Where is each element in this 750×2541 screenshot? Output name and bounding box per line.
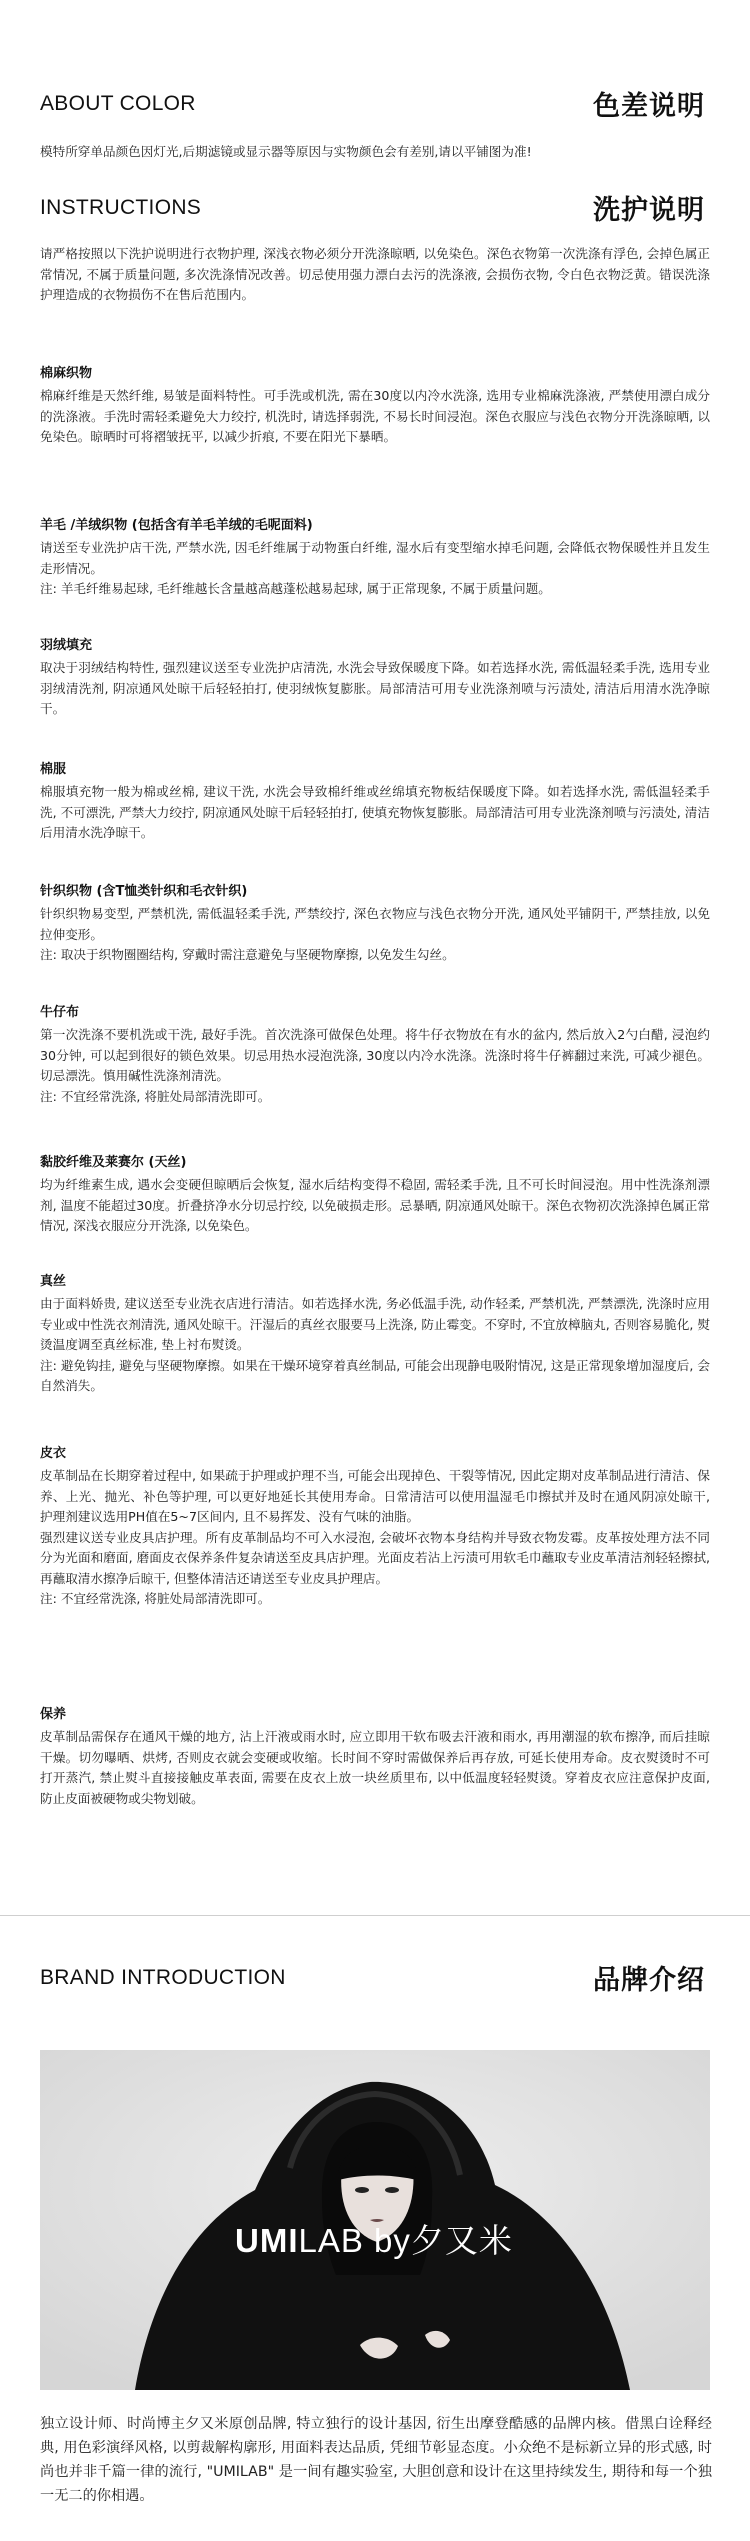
about-color-header bbox=[40, 84, 705, 123]
care-section-body: 皮革制品需保存在通风干燥的地方, 沾上汗液或雨水时, 应立即用干软布吸去汗液和雨水, 再用潮湿的软布擦净, 而后挂晾干燥。切勿曝晒、烘烤, 否则皮衣就会变硬或收缩。长时间不穿时需做保养后再存放, 可延长使用寿命。皮衣熨烫时不可打开蒸汽, 禁止熨斗直接接触皮革表面, 需要在皮衣上放一块丝质里布, 以中低温度轻轻熨烫。穿着皮衣应注意保护皮面, 防止皮面被硬物或尖物划破。 bbox=[40, 1729, 710, 1806]
instructions-intro: 请严格按照以下洗护说明进行衣物护理, 深浅衣物必须分开洗涤晾晒, 以免染色。深色衣物第一次洗涤有浮色, 会掉色属正常情况, 不属于质量问题, 多次洗涤情况改善。切忌使用强力漂白去污的洗涤液, 会损伤衣物, 令白色衣物泛黄。错误洗涤护理造成的衣物损伤不在售后范围内。 bbox=[40, 246, 710, 302]
care-section-down bbox=[40, 636, 710, 720]
care-section-silk bbox=[40, 1272, 710, 1397]
care-section-body: 棉麻纤维是天然纤维, 易皱是面料特性。可手洗或机洗, 需在30度以内冷水洗涤, 选用专业棉麻洗涤液, 严禁使用漂白成分的洗涤液。手洗时需轻柔避免大力绞拧, 机洗时, 请选择弱洗, 不易长时间浸泡。深色衣服应与浅色衣物分开洗涤晾晒, 以免染色。晾晒时可将褶皱抚平, 以减少折痕, 不要在阳光下暴晒。 bbox=[40, 388, 710, 444]
brand-logo-rest: LAB by夕又米 bbox=[298, 2222, 513, 2259]
care-section-body: 针织织物易变型, 严禁机洗, 需低温轻柔手洗, 严禁绞拧, 深色衣物应与浅色衣物分开洗, 通风处平铺阴干, 严禁挂放, 以免拉伸变形。 注: 取决于织物圈圈结构, 穿戴时需注意避免与坚硬物摩擦, 以免发生勾丝。 bbox=[40, 906, 710, 962]
care-section-title: 皮衣 bbox=[40, 1446, 67, 1461]
about-color-title-zh: 色差说明 bbox=[593, 91, 705, 122]
care-section-title: 黏胶纤维及莱赛尔 (天丝) bbox=[40, 1155, 187, 1170]
brand-title-zh: 品牌介绍 bbox=[593, 1965, 705, 1996]
care-section-maintenance bbox=[40, 1705, 710, 1809]
care-section-padded bbox=[40, 760, 710, 844]
care-section-leather bbox=[40, 1444, 710, 1610]
care-section-body: 请送至专业洗护店干洗, 严禁水洗, 因毛纤维属于动物蛋白纤维, 湿水后有变型缩水掉毛问题, 会降低衣物保暖性并且发生走形情况。 注: 羊毛纤维易起球, 毛纤维越长含量越高越蓬松越易起球, 属于正常现象, 不属于质量问题。 bbox=[40, 540, 710, 596]
brand-title-en: BRAND INTRODUCTION bbox=[40, 1965, 286, 1989]
care-section-knit bbox=[40, 882, 710, 966]
care-section-body: 棉服填充物一般为棉或丝棉, 建议干洗, 水洗会导致棉纤维或丝绵填充物板结保暖度下降。如若选择水洗, 需低温轻柔手洗, 不可漂洗, 严禁大力绞拧, 阴凉通风处晾干后轻轻拍打, 使填充物恢复膨胀。局部清洁可用专业洗涤剂喷与污渍处, 清洁后用清水洗净晾干。 bbox=[40, 784, 710, 840]
care-section-body: 第一次洗涤不要机洗或干洗, 最好手洗。首次洗涤可做保色处理。将牛仔衣物放在有水的盆内, 然后放入2勺白醋, 浸泡约30分钟, 可以起到很好的锁色效果。切忌用热水浸泡洗涤, 30度以内冷水洗涤。洗涤时将牛仔裤翻过来洗, 可减少褪色。切忌漂洗。慎用碱性洗涤剂清洗。 注: 不宜经常洗涤, 将脏处局部清洗即可。 bbox=[40, 1027, 710, 1104]
about-color-text: 模特所穿单品颜色因灯光,后期滤镜或显示器等原因与实物颜色会有差别,请以平铺图为准! bbox=[40, 144, 532, 159]
section-divider bbox=[0, 1915, 750, 1916]
care-section-body: 皮革制品在长期穿着过程中, 如果疏于护理或护理不当, 可能会出现掉色、干裂等情况, 因此定期对皮革制品进行清洁、保养、上光、抛光、补色等护理, 可以更好地延长其使用寿命。日常清洁可以使用温湿毛巾擦拭并及时在通风阴凉处晾干, 护理剂建议选用PH值在5~7区间内, 且不易挥发、没有气味的油脂。 强烈建议送专业皮具店护理。所有皮革制品均不可入水浸泡, 会破坏衣物本身结构并导致衣物发霉。皮革按处理方法不同分为光面和磨面, 磨面皮衣保养条件复杂请送至皮具店护理。光面皮若沾上污渍可用软毛巾蘸取专业皮革清洁剂轻轻擦拭, 再蘸取清水擦净后晾干, 但整体清洁还请送至专业皮具护理店。 注: 不宜经常洗涤, 将脏处局部清洗即可。 bbox=[40, 1468, 710, 1606]
care-section-title: 针织织物 (含T恤类针织和毛衣针织) bbox=[40, 884, 248, 899]
care-section-title: 真丝 bbox=[40, 1274, 67, 1289]
care-section-wool bbox=[40, 516, 710, 600]
care-section-denim bbox=[40, 1003, 710, 1107]
care-section-title: 羊毛 /羊绒织物 (包括含有羊毛羊绒的毛呢面料) bbox=[40, 518, 313, 533]
care-section-title: 牛仔布 bbox=[40, 1005, 80, 1020]
brand-intro-text: 独立设计师、时尚博主夕又米原创品牌, 特立独行的设计基因, 衍生出摩登酷感的品牌内核。借黑白诠释经典, 用色彩演绎风格, 以剪裁解构廓形, 用面料表达品质, 凭细节彰显态度。小众绝不是标新立异的形式感, 时尚也并非千篇一律的流行, "UMILAB" 是一间有趣实验室, 大胆创意和设计在这里持续发生, 期待和每一个独一无二的你相遇。 bbox=[40, 2416, 712, 2504]
brand-logo-text bbox=[235, 2215, 513, 2262]
care-section-title: 棉服 bbox=[40, 762, 67, 777]
care-section-body: 取决于羽绒结构特性, 强烈建议送至专业洗护店清洗, 水洗会导致保暖度下降。如若选择水洗, 需低温轻柔手洗, 选用专业羽绒清洗剂, 阴凉通风处晾干后轻轻拍打, 使羽绒恢复膨胀。局部清洁可用专业洗涤剂喷与污渍处, 清洁后用清水洗净晾干。 bbox=[40, 660, 710, 716]
care-section-title: 保养 bbox=[40, 1707, 67, 1722]
instructions-title-zh: 洗护说明 bbox=[593, 195, 705, 226]
care-section-viscose bbox=[40, 1153, 710, 1237]
care-section-body: 均为纤维素生成, 遇水会变硬但晾晒后会恢复, 湿水后结构变得不稳固, 需轻柔手洗, 且不可长时间浸泡。用中性洗涤剂漂剂, 温度不能超过30度。折叠挤净水分切忌拧绞, 以免破损走形。忌暴晒, 阴凉通风处晾干。深色衣物初次洗涤掉色属正常情况, 深浅衣服应分开洗涤, 以免染色。 bbox=[40, 1177, 710, 1233]
brand-logo-main: UMI bbox=[235, 2222, 299, 2259]
about-color-title-en: ABOUT COLOR bbox=[40, 91, 196, 115]
instructions-title-en: INSTRUCTIONS bbox=[40, 195, 202, 219]
instructions-header bbox=[40, 188, 705, 227]
care-section-title: 羽绒填充 bbox=[40, 638, 93, 653]
care-section-cotton-linen bbox=[40, 364, 710, 448]
brand-header bbox=[40, 1958, 705, 1997]
care-section-body: 由于面料娇贵, 建议送至专业洗衣店进行清洁。如若选择水洗, 务必低温手洗, 动作轻柔, 严禁机洗, 严禁漂洗, 洗涤时应用专业或中性洗衣剂清洗, 通风处晾干。汗湿后的真丝衣服要马上洗涤, 防止霉变。不穿时, 不宜放樟脑丸, 否则容易脆化, 熨烫温度调至真丝标准, 垫上衬布熨烫。 注: 避免钩挂, 避免与坚硬物摩擦。如果在干燥环境穿着真丝制品, 可能会出现静电吸附情况, 这是正常现象增加湿度后, 会自然消失。 bbox=[40, 1296, 710, 1393]
care-section-title: 棉麻织物 bbox=[40, 366, 93, 381]
